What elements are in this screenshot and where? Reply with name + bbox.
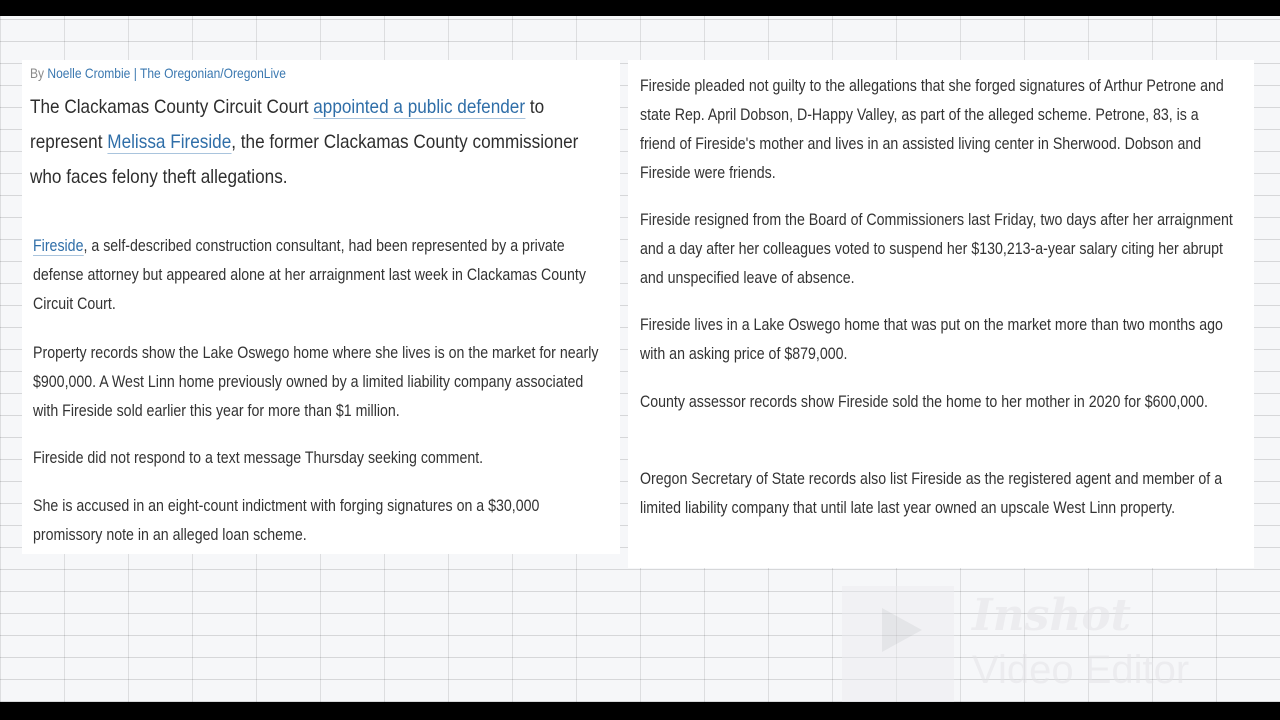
video-editor-watermark [842, 586, 1222, 702]
lead-paragraph [30, 90, 611, 195]
public-defender-link[interactable]: appointed a public defender [313, 96, 526, 118]
paragraph-assessor-records: County assessor records show Fireside sold the home to her mother in 2020 for $600,000. [640, 393, 1208, 411]
lead-text-2: to represent [30, 96, 545, 153]
spreadsheet-background [0, 16, 1280, 702]
paragraph-indictment: She is accused in an eight-count indictment with forging signatures on a $30,000 promissory note in an alleged loan scheme. [33, 497, 540, 544]
paragraph-property-records: Property records show the Lake Oswego home where she lives is on the market for nearly $900,000. A West Linn home previously owned by a limited liability company associated with Fireside sold earlier this year for more than $1 million. [33, 344, 599, 420]
watermark-brand: Inshot [972, 590, 1132, 641]
paragraph-representation-text: , a self-described construction consultant, had been represented by a private defense attorney but appeared alone at her arraignment last week in Clackamas County Circuit Court. [33, 237, 586, 313]
play-icon [882, 608, 922, 652]
paragraph-resigned: Fireside resigned from the Board of Commissioners last Friday, two days after her arraignment and a day after her colleagues voted to suspend her $130,213-a-year salary citing her abrupt and unspecified leave of absence. [640, 211, 1233, 287]
watermark-subtitle: Video Editor [972, 648, 1190, 692]
byline-prefix: By [30, 65, 45, 81]
watermark-logo-box [842, 586, 954, 702]
paragraph-representation [33, 232, 607, 319]
article-left-column [22, 60, 620, 554]
paragraph-no-comment: Fireside did not respond to a text message Thursday seeking comment. [33, 449, 484, 467]
paragraph-not-guilty: Fireside pleaded not guilty to the allegations that she forged signatures of Arthur Petrone and state Rep. April Dobson, D-Happy Valley, as part of the alleged scheme. Petrone, 83, is a friend of Fireside's mother and lives in an assisted living center in Sherwood. Dobson and Fireside were friends. [640, 77, 1224, 182]
fireside-link[interactable]: Fireside [33, 237, 84, 255]
paragraph-secretary-of-state: Oregon Secretary of State records also list Fireside as the registered agent and member of a limited liability company that until late last year owned an upscale West Linn property. [640, 470, 1223, 517]
paragraph-home-market: Fireside lives in a Lake Oswego home that was put on the market more than two months ago with an asking price of $879,000. [640, 316, 1223, 363]
byline [30, 65, 286, 81]
melissa-fireside-link[interactable]: Melissa Fireside [107, 131, 232, 153]
lead-text-1: The Clackamas County Circuit Court [30, 96, 314, 118]
byline-author-link[interactable]: Noelle Crombie | The Oregonian/OregonLive [47, 65, 286, 81]
article-right-column [628, 60, 1254, 568]
lead-text-3: , the former Clackamas County commissioner who faces felony theft allegations. [30, 131, 579, 188]
